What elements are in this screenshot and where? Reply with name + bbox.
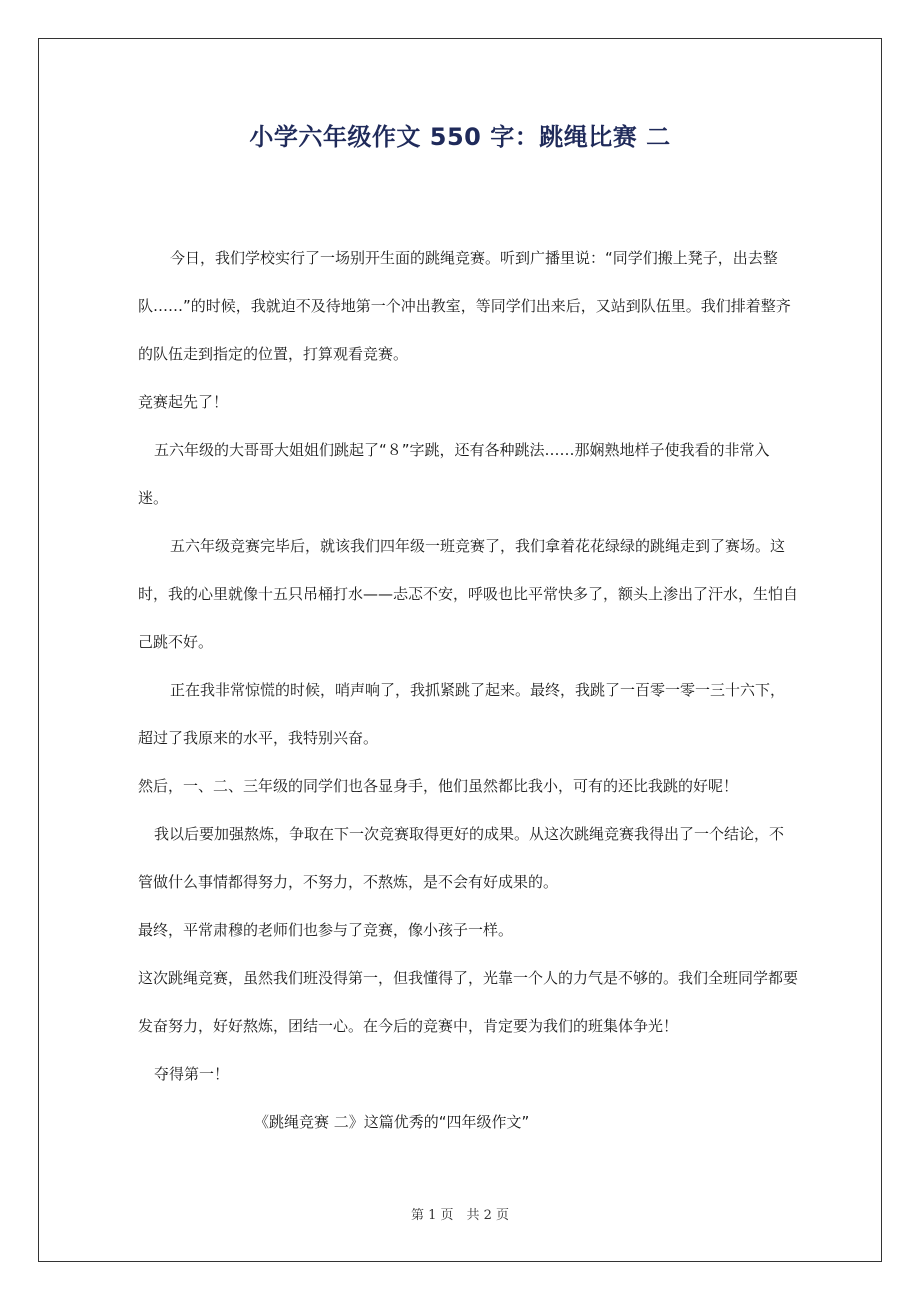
paragraph: 今日，我们学校实行了一场别开生面的跳绳竞赛。听到广播里说：“同学们搬上凳子，出去整队……”的时候，我就迫不及待地第一个冲出教室，等同学们出来后，又站到队伍里。我们排着整齐的队伍走到指定的位置，打算观看竞赛。	[138, 249, 791, 363]
paragraph: 然后，一、二、三年级的同学们也各显身手，他们虽然都比我小，可有的还比我跳的好呢！	[138, 777, 739, 795]
page-number-footer: 第 1 页 共 2 页	[410, 1208, 510, 1223]
paragraph: 五六年级竞赛完毕后，就该我们四年级一班竞赛了，我们拿着花花绿绿的跳绳走到了赛场。这时，我的心里就像十五只吊桶打水——忐忑不安，呼吸也比平常快多了，额头上渗出了汗水，生怕自己跳不好。	[138, 537, 799, 651]
closing-line: 《跳绳竞赛 二》这篇优秀的“四年级作文”	[254, 1113, 530, 1131]
paragraph: 正在我非常惊慌的时候，哨声响了，我抓紧跳了起来。最终，我跳了一百零一零一三十六下，超过了我原来的水平，我特别兴奋。	[138, 681, 786, 747]
paragraph: 夺得第一！	[154, 1065, 230, 1083]
paragraph: 最终，平常肃穆的老师们也参与了竞赛，像小孩子一样。	[138, 921, 514, 939]
paragraph: 这次跳绳竞赛，虽然我们班没得第一，但我懂得了，光靠一个人的力气是不够的。我们全班同学都要发奋努力，好好熬炼，团结一心。在今后的竞赛中，肯定要为我们的班集体争光！	[138, 969, 799, 1035]
paragraph: 我以后要加强熬炼，争取在下一次竞赛取得更好的成果。从这次跳绳竞赛我得出了一个结论，不管做什么事情都得努力，不努力，不熬炼，是不会有好成果的。	[138, 825, 785, 891]
document-title: 小学六年级作文 550 字：跳绳比赛 二	[249, 123, 671, 151]
document-body	[138, 234, 798, 1146]
paragraph: 五六年级的大哥哥大姐姐们跳起了“８”字跳，还有各种跳法……那娴熟地样子使我看的非常入迷。	[138, 441, 770, 507]
paragraph: 竞赛起先了！	[138, 393, 229, 411]
